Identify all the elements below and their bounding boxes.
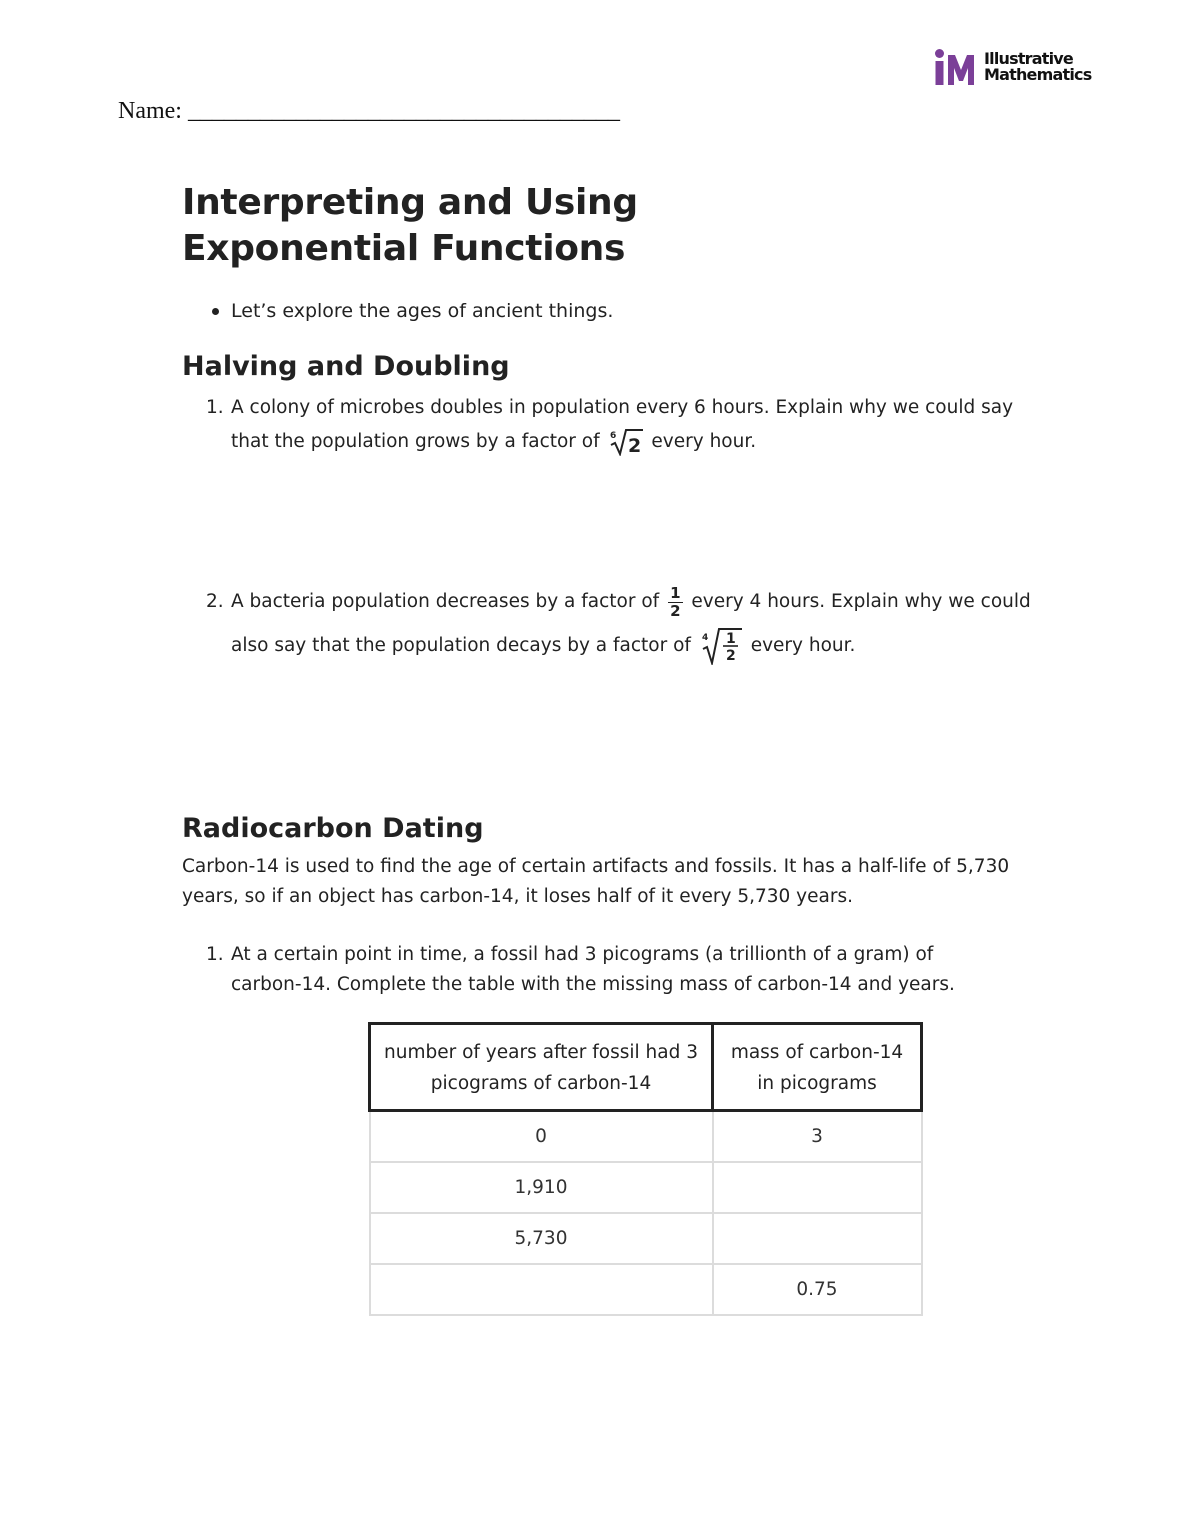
- svg-text:6: 6: [609, 431, 616, 441]
- logo-wordmark: [984, 51, 1091, 83]
- radiocarbon-questions: [182, 940, 1062, 1000]
- table-cell-years[interactable]: 5,730: [370, 1213, 713, 1264]
- question-number: 1.: [206, 397, 224, 418]
- section-heading-halving: Halving and Doubling: [182, 351, 510, 382]
- sixth-root-of-2: [609, 425, 643, 459]
- table-header-row: [370, 1024, 922, 1111]
- worksheet-content: [182, 180, 1062, 1316]
- question-text: At a certain point in time, a fossil had 3 picograms (a trillionth of a gram) of carbon-14. Complete the table with the missing mass of carbon-14 and years.: [231, 944, 955, 995]
- halving-questions-2: [182, 580, 1062, 668]
- question-text-end: every hour.: [651, 431, 757, 452]
- svg-text:4: 4: [701, 633, 709, 643]
- question-1: [182, 940, 991, 1000]
- learning-goals: [182, 298, 1062, 324]
- table-cell-years[interactable]: [370, 1264, 713, 1315]
- fraction-numerator: 1: [670, 583, 681, 602]
- radiocarbon-intro: Carbon-14 is used to find the age of certain artifacts and fossils. It has a half-life of 5,730 years, so if an object has carbon-14, it loses half of it every 5,730 years.: [182, 856, 1010, 907]
- question-2: [182, 580, 1071, 668]
- fourth-root-of-one-half: [700, 624, 742, 668]
- column-header-mass: mass of carbon-14 in picograms: [713, 1024, 922, 1111]
- svg-text:2: 2: [627, 435, 641, 456]
- table-cell-mass[interactable]: [713, 1162, 922, 1213]
- question-text-mid: every 4 hours. Explain why we could also say that the population decays by a factor of: [231, 591, 1031, 656]
- table-cell-years[interactable]: 1,910: [370, 1162, 713, 1213]
- table-row: [370, 1111, 922, 1163]
- fraction-one-half: [668, 583, 682, 620]
- logo-line-2: Mathematics: [984, 65, 1092, 84]
- table-row: [370, 1213, 922, 1264]
- table-cell-mass[interactable]: 0.75: [713, 1264, 922, 1315]
- goal-item: [182, 298, 1062, 324]
- question-text: A bacteria population decreases by a factor of: [231, 591, 660, 612]
- table-cell-mass[interactable]: 3: [713, 1111, 922, 1163]
- illustrative-mathematics-logo: [934, 48, 1091, 86]
- logo-line-1: Illustrative: [984, 49, 1073, 68]
- im-logo-mark-icon: [934, 48, 980, 86]
- radical-icon: [700, 627, 742, 665]
- page-title: Interpreting and Using Exponential Functions: [182, 182, 638, 269]
- table-row: [370, 1264, 922, 1315]
- table-cell-mass[interactable]: [713, 1213, 922, 1264]
- table-cell-years[interactable]: 0: [370, 1111, 713, 1163]
- carbon-14-table: [368, 1022, 923, 1316]
- svg-text:1: 1: [725, 631, 736, 647]
- table-row: [370, 1162, 922, 1213]
- question-number: 2.: [206, 591, 224, 612]
- halving-questions: [182, 391, 1062, 459]
- question-number: 1.: [206, 944, 224, 965]
- goal-text: Let’s explore the ages of ancient things.: [231, 300, 614, 322]
- svg-text:2: 2: [725, 648, 736, 664]
- radical-icon: [609, 428, 643, 456]
- section-heading-radiocarbon: Radiocarbon Dating: [182, 813, 484, 844]
- name-field-line: Name: ____________________________________: [118, 98, 620, 124]
- question-text: A colony of microbes doubles in population every 6 hours. Explain why we could say that the population grows by a factor of: [231, 397, 1014, 452]
- column-header-years: number of years after fossil had 3 picograms of carbon-14: [370, 1024, 713, 1111]
- question-text-end: every hour.: [750, 635, 856, 656]
- fraction-denominator: 2: [670, 601, 681, 620]
- question-1: [182, 391, 1051, 459]
- bullet-icon: [212, 308, 219, 315]
